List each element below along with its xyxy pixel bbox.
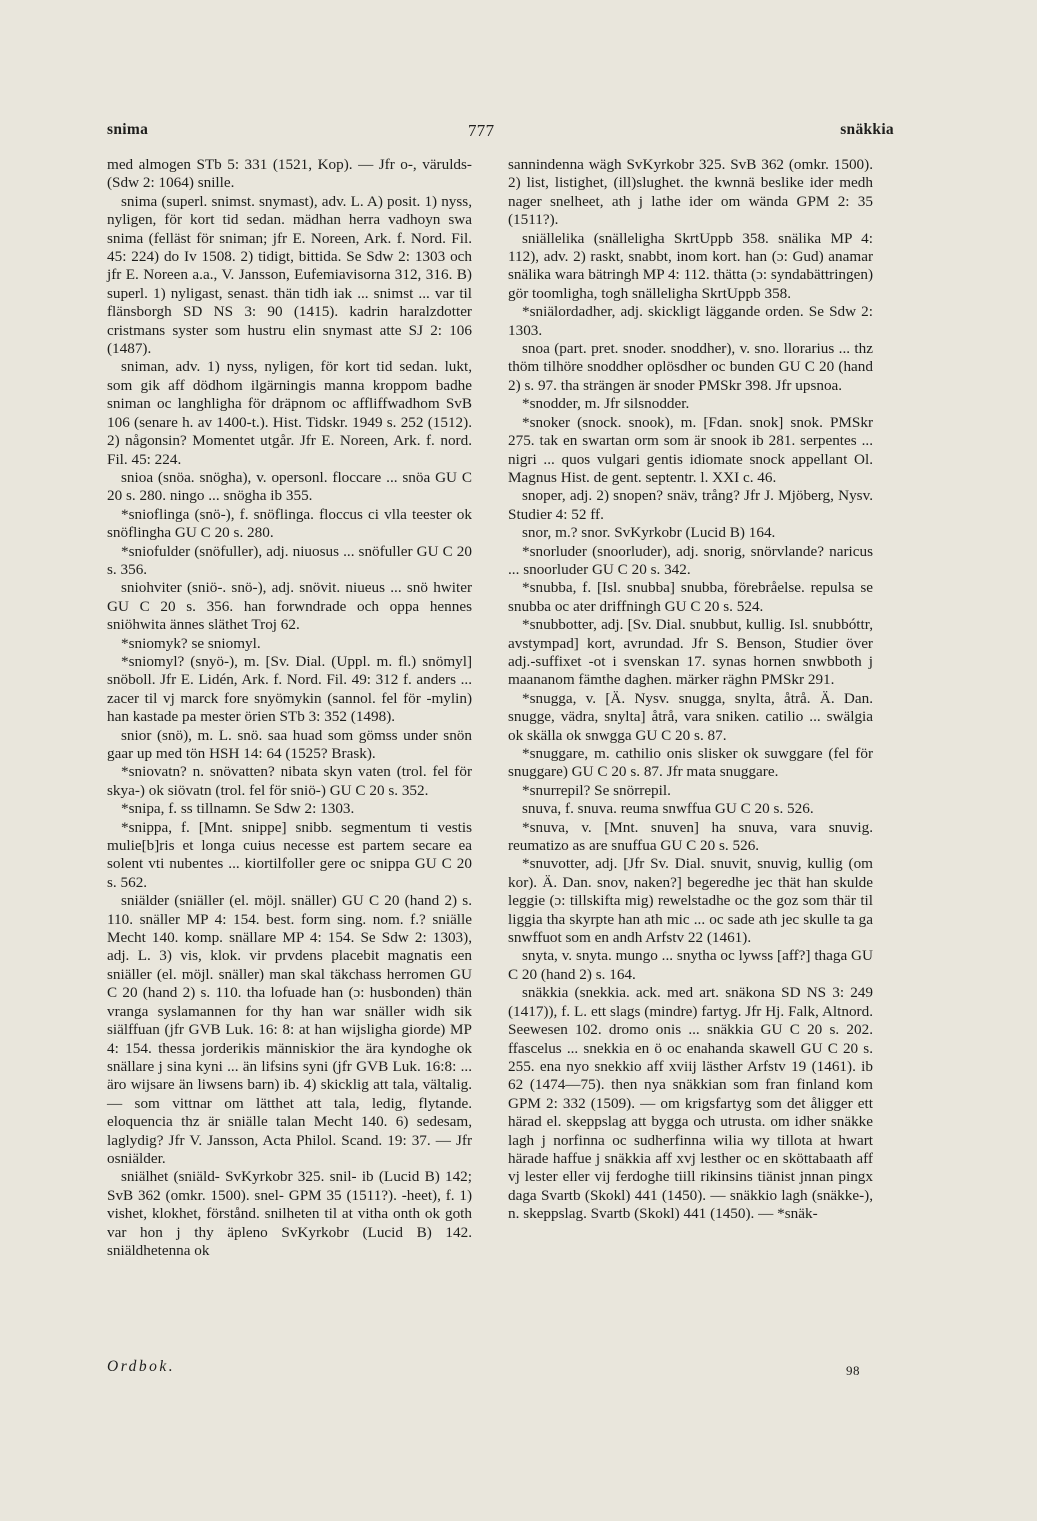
- dictionary-entry: snyta, v. snyta. mungo ... snytha oc lywss [aff?] thaga GU C 20 (hand 2) s. 164.: [508, 947, 873, 983]
- dictionary-entry: snäkkia (snekkia. ack. med art. snäkona SD NS 3: 249 (1417)), f. L. ett slags (mindre) fartyg. Jfr Hj. Falk, Altnord. Seewesen 102. dromo onis ... snäkkia GU C 20 s. 202. ffascelus ... snekkia en ö oc enahanda skawell GU C 20 s. 255. ena nyo snekkio aff xviij lästher Arfstv 19 (1461). ib 62 (1474—75). then nya snäkkian som fran finland kom GPM 2: 332 (1509). — om krigsfartyg som det åligger ett härad el. skeppslag att bygga och utrusta. om idher snäkke lagh j norfinna oc sudherfinna wilia wy tillota at hwart härade haffue j snäkkia aff xvj lesther oc en sköttabaath aff vj lester eller vij ferdoghe tiill rikinsins tiänist jnnan pingx daga Svartb (Skokl) 441 (1450). — snäkkio lagh (snäkke-), n. skeppslag. Svartb (Skokl) 441 (1450). — *snäk-: [508, 984, 873, 1223]
- dictionary-entry: sniälhet (sniäld- SvKyrkobr 325. snil- ib (Lucid B) 142; SvB 362 (omkr. 1500). snel- GPM 35 (1511?). -heet), f. 1) vishet, klokhet, förstånd. snilheten til at vitha onth ok goth var hon j thy äpleno SvKyrkobr (Lucid B) 142. sniäldhetenna ok: [107, 1168, 472, 1259]
- dictionary-entry: *sniälordadher, adj. skickligt läggande orden. Se Sdw 2: 1303.: [508, 303, 873, 339]
- dictionary-entry: *snuggare, m. cathilio onis slisker ok suwggare (fel för snuggare) GU C 20 s. 87. Jfr mata snuggare.: [508, 745, 873, 781]
- dictionary-entry: sniman, adv. 1) nyss, nyligen, för kort tid sedan. lukt, som gik aff dödhom ilgärningis manna kroppom badhe sniman oc langhligha för dräpnom oc affliffwadhom SvB 106 (senare h. av 1400-t.). Hist. Tidskr. 1949 s. 252 (1512). 2) någonsin? Momentet utgår. Jfr E. Noreen, Ark. f. nord. Fil. 45: 224.: [107, 358, 472, 468]
- dictionary-entry: *snodder, m. Jfr silsnodder.: [522, 395, 690, 413]
- dictionary-entry: *snippa, f. [Mnt. snippe] snibb. segmentum ti vestis mulie[b]ris et longa cuius necesse est partem secare ea solent vti nubentes ... kiortilfoller gere oc snippa GU C 20 s. 562.: [107, 818, 472, 891]
- dictionary-entry: *snuvotter, adj. [Jfr Sv. Dial. snuvit, snuvig, kullig (om kor). Ä. Dan. snov, naken?] begeredhe jec thät han skulde leggie (ɔ: tillskifta mig) rewelstadhe oc the goz som thär til liggia tha skyrpte han ath mic ... oc sade ath jec skulle ta ga snwffuot som en andh Arfstv 22 (1461).: [508, 855, 873, 947]
- dictionary-entry: *snioflinga (snö-), f. snöflinga. floccus ci vlla teester ok snöflingha GU C 20 s. 280.: [107, 505, 472, 542]
- dictionary-entry: *sniomyl? (snyö-), m. [Sv. Dial. (Uppl. m. fl.) snömyl] snöboll. Jfr E. Lidén, Ark. f. Nord. Fil. 49: 312 f. anders ... zacer til vj marck fore snyömykin (sannol. fel för -mylin) han kastade pa mester örien STb 3: 352 (1498).: [107, 652, 472, 726]
- header-right-catchword: snäkkia: [840, 121, 894, 138]
- signature-mark: Ordbok.: [107, 1358, 176, 1375]
- dictionary-entry: sniälder (sniäller (el. möjl. snäller) GU C 20 (hand 2) s. 110. snäller MP 4: 154. best. form sing. nom. f.? sniälle Mecht 140. komp. snällare MP 4: 154. Se Sdw 2: 1303), adj. L. 3) vis, klok. vir prvdens placebit magnatis een sniäller (el. möjl. snäller) man skal täkchass herromen GU C 20 (hand 2) s. 110. tha lofuade han (ɔ: husbonden) thän vranga syslamannen for thy han war snäller widh sik siälffuan (jfr GVB Luk. 16: 8: at han wijsligha giorde) MP 4: 154. thessa jorderikis människior the ära kyndoghe ok snällare j sina kyni ... än lifsins syni (jfr GVB Luk. 16:8: ... äro wijsare än liwsens barn) ib. 4) skicklig att tala, vältalig. — som vittnar om lätthet att tala, ledig, flytande. eloquencia thz är sniälle talan Mecht 140. 6) sedesam, laglydig? Jfr V. Jansson, Acta Philol. Scand. 19: 37. — Jfr osniälder.: [107, 892, 472, 1167]
- dictionary-entry: snoper, adj. 2) snopen? snäv, trång? Jfr J. Mjöberg, Nysv. Studier 4: 52 ff.: [508, 487, 873, 523]
- dictionary-entry: *snubbotter, adj. [Sv. Dial. snubbut, kullig. Isl. snubbóttr, avstympad] kort, avrundad. Jfr S. Benson, Studier över adj.-suffixet -ot i svenskan 17. synas hornen snwbboth j maananom fämthe daghen. märker räghn PMSkr 291.: [508, 616, 873, 689]
- dictionary-entry: snima (superl. snimst. snymast), adv. L. A) posit. 1) nyss, nyligen, för kort tid sedan. mädhan herra vadhoyn swa snima (felläst för sniman; jfr E. Noreen, Ark. f. Nord. Fil. 45: 224) do Iv 1508. 2) tidigt, bittida. Se Sdw 2: 1303 och jfr E. Noreen a.a., V. Jansson, Eufemiavisorna 312, 316. B) superl. 1) nyligast, senast. thän tidh iak ... snimst ... var til flänsborgh SD NS 3: 90 (1415). kadrin haralzdotter cristmans syster som hustru elin snymast atte SJ 2: 106 (1487).: [107, 192, 472, 358]
- dictionary-entry: snioa (snöa. snögha), v. opersonl. floccare ... snöa GU C 20 s. 280. ningo ... snögha ib 355.: [107, 468, 472, 505]
- dictionary-entry: *snubba, f. [Isl. snubba] snubba, förebråelse. repulsa se snubba oc ater driffningh GU C 20 s. 524.: [508, 579, 873, 615]
- sheet-number: 98: [846, 1363, 860, 1378]
- dictionary-entry: *snuva, v. [Mnt. snuven] ha snuva, vara snuvig. reumatizo as are snuffua GU C 20 s. 526.: [508, 818, 873, 855]
- dictionary-entry: snor, m.? snor. SvKyrkobr (Lucid B) 164.: [522, 524, 776, 542]
- page-number: 777: [468, 121, 495, 140]
- dictionary-entry: sniällelika (snälleligha SkrtUppb 358. snälika MP 4: 112), adv. 2) raskt, snabbt, inom kort. han (ɔ: Gud) anamar snälika wara bätringh MP 4: 112. thätta (ɔ: syndabättringen) gör toomligha, togh snälleligha SkrtUppb 358.: [508, 229, 873, 302]
- dictionary-entry: snoa (part. pret. snoder. snoddher), v. sno. llorarius ... thz thöm tilhöre snoddher oplösdher oc bunden GU C 20 (hand 2) s. 97. tha strängen är snoder PMSkr 398. Jfr upsnoa.: [508, 340, 873, 394]
- header-left-catchword: snima: [107, 121, 149, 138]
- dictionary-entry: snuva, f. snuva. reuma snwffua GU C 20 s. 526.: [522, 800, 814, 818]
- dictionary-entry: *snoker (snock. snook), m. [Fdan. snok] snok. PMSkr 275. tak en swartan orm som är snook ib 281. serpentes ... nigri ... quos vulgari gentis idiomate snock appellant Ol. Magnus Hist. de gent. septentr. l. XXI c. 46.: [508, 413, 873, 486]
- dictionary-entry: snior (snö), m. L. snö. saa huad som gömss under snön gaar up med tön HSH 14: 64 (1525? Brask).: [107, 726, 472, 762]
- dictionary-entry: med almogen STb 5: 331 (1521, Kop). — Jfr o-, värulds- (Sdw 2: 1064) snille.: [107, 156, 472, 192]
- dictionary-entry: *sniomyk? se sniomyl.: [121, 634, 261, 652]
- dictionary-entry: sniohviter (sniö-. snö-), adj. snövit. niueus ... snö hwiter GU C 20 s. 356. han forwndrade och oppa hennes sniöhwita ännes släthet Troj 62.: [107, 579, 472, 634]
- dictionary-entry: *sniofulder (snöfuller), adj. niuosus ... snöfuller GU C 20 s. 356.: [107, 542, 472, 578]
- left-column: [107, 156, 472, 1260]
- dictionary-entry: *snorluder (snoorluder), adj. snorig, snörvlande? naricus ... snoorluder GU C 20 s. 342.: [508, 542, 873, 578]
- dictionary-entry: *snurrepil? Se snörrepil.: [522, 781, 671, 799]
- right-column: [508, 156, 873, 1224]
- dictionary-entry: sannindenna wägh SvKyrkobr 325. SvB 362 (omkr. 1500). 2) list, listighet, (ill)slughet. the kwnnä beslike ider medh nager snelheet, ath j lathe ider om wända GPM 2: 35 (1511?).: [508, 156, 873, 229]
- dictionary-entry: *sniovatn? n. snövatten? nibata skyn vaten (trol. fel för skya-) ok siövatn (trol. fel för sniö-) GU C 20 s. 352.: [107, 763, 472, 799]
- dictionary-entry: *snugga, v. [Ä. Nysv. snugga, snylta, åtrå. Ä. Dan. snugge, vädra, snylta] åtrå, vara sniken. catilio ... swälgia ok skälla ok snwgga GU C 20 s. 87.: [508, 689, 873, 744]
- dictionary-entry: *snipa, f. ss tillnamn. Se Sdw 2: 1303.: [121, 800, 355, 818]
